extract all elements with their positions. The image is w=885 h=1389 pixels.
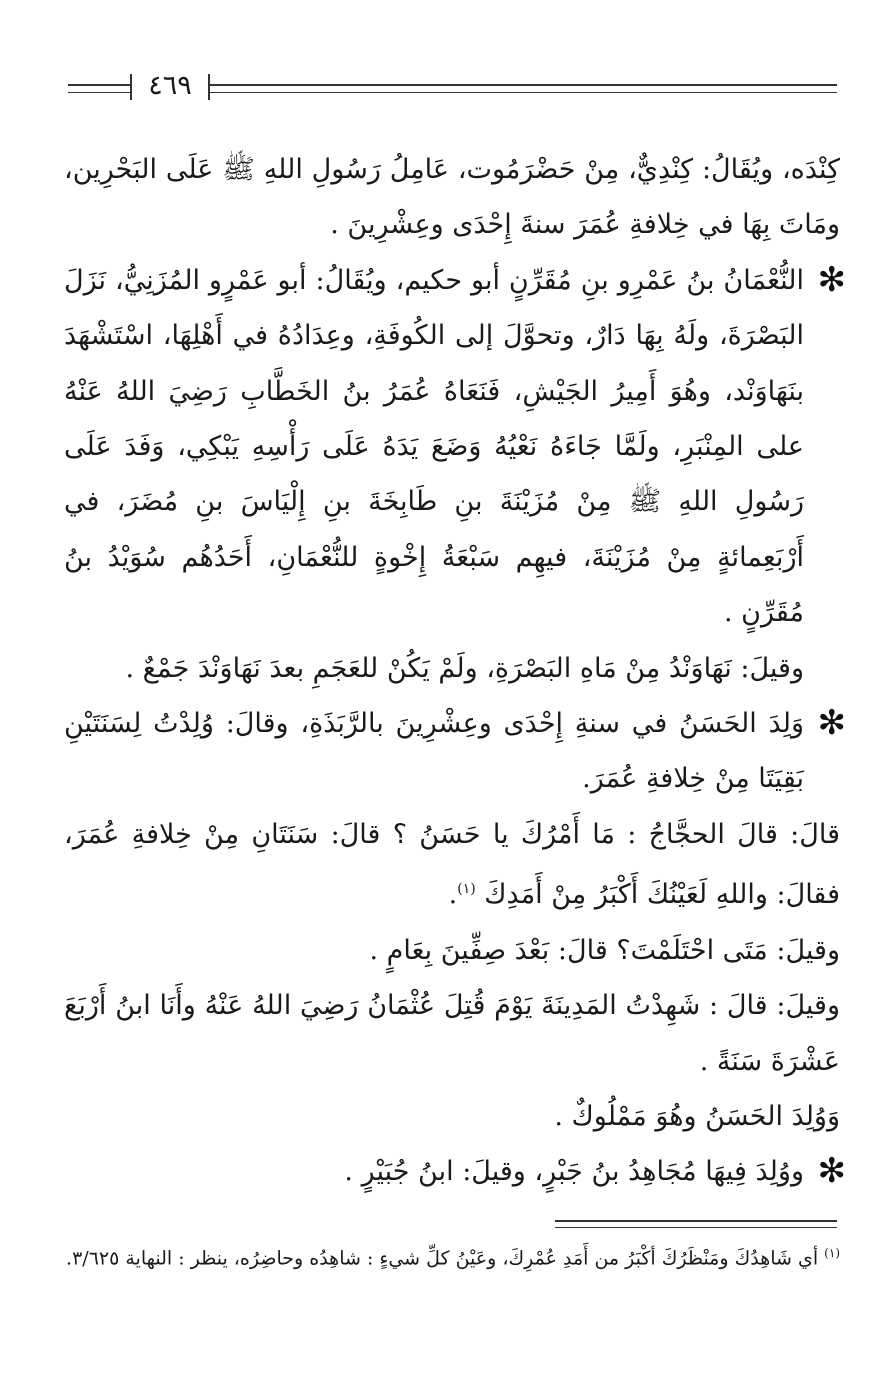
paragraph: وقيلَ: قالَ : شَهِدْتُ المَدِينَةَ يَوْمَ قُتِلَ عُثْمَانُ رَضِيَ اللهُ عَنْهُ وأَنَا ابنُ أَرْبَعَ عَشْرَةَ سَنَةً .: [64, 990, 840, 1077]
page-header: [68, 66, 837, 106]
main-text: [64, 142, 846, 1200]
asterisk-bullet-icon: ✻: [817, 1151, 846, 1192]
bullet-paragraph: ✻ النُّعْمَانُ بنُ عَمْرِو بنِ مُقَرِّنٍ أبو حكيم، ويُقَالُ: أبو عَمْرٍو المُزَنِيُّ، نَزَلَ البَصْرَةَ، ولَهُ بِهَا دَارٌ، وتحوَّلَ إلى الكُوفَةِ، وعِدَادُهُ في أَهْلِهَا، اسْتَشْهَدَ بنَهَاوَنْد، وهُوَ أَمِيرُ الجَيْشِ، فَنَعَاهُ عُمَرُ بنُ الخَطَّابِ رَضِيَ اللهُ عَنْهُ على المِنْبَرِ، ولَمَّا جَاءَهُ نَعْيُهُ وَضَعَ يَدَهُ عَلَى رَأْسِهِ يَبْكِي، وَفَدَ عَلَى رَسُولِ اللهِ ﷺ مِنْ مُزَيْنَةَ بنِ طَابِخَةَ بنِ إِلْيَاسَ بنِ مُضَرَ، في أَرْبَعِمائةٍ مِنْ مُزَيْنَةَ، فيهِم سَبْعَةُ إِخْوةٍ للنُّعْمَانِ، أَحَدُهُم سُوَيْدُ بنُ مُقَرِّنٍ .: [64, 253, 840, 641]
asterisk-bullet-icon: ✻: [817, 259, 846, 300]
footnotes: [64, 1236, 840, 1275]
footnote: [64, 1236, 840, 1275]
asterisk-bullet-icon: ✻: [817, 703, 846, 744]
header-rule-left: [68, 84, 130, 93]
footnote-separator: [555, 1220, 837, 1228]
bullet-paragraph: ✻ ووُلِدَ فِيهَا مُجَاهِدُ بنُ جَبْرٍ، وقيلَ: ابنُ جُبَيْرٍ .: [64, 1144, 840, 1199]
footnote-number: (١): [824, 1246, 840, 1260]
paragraph: وَوُلِدَ الحَسَنُ وهُوَ مَمْلُوكٌ .: [554, 1100, 840, 1132]
bullet-paragraph: ✻ وَلِدَ الحَسَنُ في سنةِ إِحْدَى وعِشْرِينَ بالرَّبَذَةِ، وقالَ: وُلِدْتُ لِسَنَتَيْنِ بَقِيَتَا مِنْ خِلافةِ عُمَرَ.: [64, 696, 840, 807]
footnote-text: أي شَاهِدُكَ ومَنْظَرُكَ أكْبَرُ من أَمَدِ عُمْرِكَ، وعَيْنُ كلِّ شيءٍ : شاهِدُه وحاضِرُه، ينظر : النهاية ٣/٦٢٥.: [66, 1247, 819, 1270]
paragraph: كِنْدَه، ويُقَالُ: كِنْدِيٌّ، مِنْ حَضْرَمُوت، عَامِلُ رَسُولِ اللهِ ﷺ عَلَى البَحْرِين، ومَاتَ بِهَا في خِلافةِ عُمَرَ سنةَ إِحْدَى وعِشْرِينَ .: [64, 154, 840, 241]
paragraph: وقيلَ: نَهَاوَنْدُ مِنْ مَاهِ البَصْرَةِ، ولَمْ يَكُنْ للعَجَمِ بعدَ نَهَاوَنْدَ جَمْعٌ .: [125, 652, 804, 684]
paragraph: وقيلَ: مَتَى احْتَلَمْتَ؟ قالَ: بَعْدَ صِفِّينَ بِعَامٍ .: [369, 934, 840, 966]
footnote-reference[interactable]: (١): [457, 881, 476, 898]
header-rule-right: [210, 84, 837, 93]
page-number: ٤٦٩: [148, 70, 192, 101]
paragraph: قالَ: قالَ الحجَّاجُ : مَا أَمْرُكَ يا حَسَنُ ؟ قالَ: سَنَتَانِ مِنْ خِلافةِ عُمَرَ، فقالَ: واللهِ لَعَيْنُكَ أَكْبَرُ مِنْ أَمَدِكَ $^{(١)}$.: [64, 818, 840, 911]
